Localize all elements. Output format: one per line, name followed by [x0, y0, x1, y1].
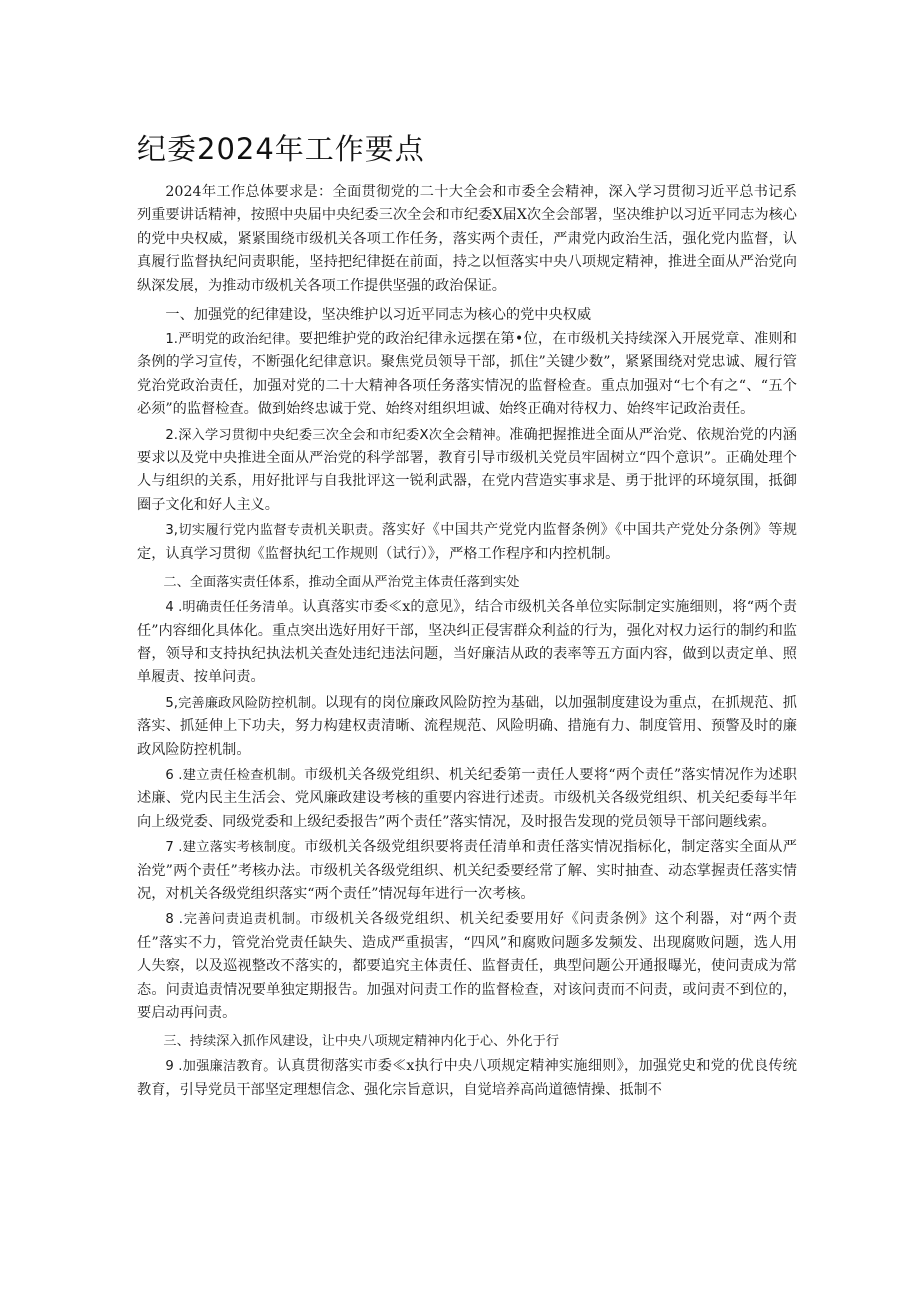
- item-text: 市级机关各级党组织要将责任清单和责任落实情况指标化，制定落实全面从严治党”两个责任”考核办法。市级机关各级党组织、机关纪委要经常了解、实时抽查、动态掌握责任落实情况，对机关各级党组织落实“两个责任”情况每年进行一次考核。: [137, 839, 797, 902]
- item-lead: 4 .明确责任任务清单。: [165, 600, 303, 616]
- item-lead: 5,完善廉政风险防控机制。: [165, 695, 325, 711]
- item-paragraph-9: [137, 1055, 797, 1102]
- item-paragraph-7: [137, 836, 797, 906]
- item-lead: 8 .完善问责追责机制。: [165, 912, 310, 928]
- item-paragraph-2: [137, 424, 797, 518]
- section-heading-1: 一、加强党的纪律建设，坚决维护以习近平同志为核心的党中央权威: [165, 307, 592, 324]
- item-text: 准确把握推进全面从严治党、依规治党的内涵要求以及党中央推进全面从严治党的科学部署，教育引导市级机关党员牢固树立“四个意识”。正确处理个人与组织的关系，用好批评与自我批评这一锐利武器，在党内营造实事求是、勇于批评的环境氛围，抵御圈子文化和好人主义。: [137, 426, 797, 513]
- document-title: 纪委2024年工作要点: [137, 132, 425, 166]
- item-text: 以现有的岗位廉政风险防控为基础，以加强制度建设为重点，在抓规范、抓落实、抓延伸上下功夫，努力构建权责清晰、流程规范、风险明确、措施有力、制度管用、预警及时的廉政风险防控机制。: [137, 694, 797, 758]
- item-lead: 7 .建立落实考核制度。: [165, 840, 305, 856]
- item-lead: 3,切实履行党内监督专责机关职责。: [165, 523, 382, 539]
- item-text: 认真落实市委≪x的意见》，结合市级机关各单位实际制定实施细则，将“两个责任”内容细化具体化。重点突出选好用好干部，坚决纠正侵害群众利益的行为，强化对权力运行的制约和监督，领导和支持执纪执法机关查处违纪违法问题，当好廉洁从政的表率等五方面内容，做到以责定单、照单履责、按单问责。: [137, 599, 797, 686]
- item-paragraph-1: [137, 328, 797, 422]
- item-lead: 9 .加强廉洁教育。: [165, 1059, 277, 1075]
- document-body: [137, 181, 797, 1102]
- item-lead: 1.严明党的政治纪律。: [165, 332, 299, 348]
- section-heading-2: 二、全面落实责任体系，推动全面从严治党主体责任落到实处: [163, 575, 520, 591]
- item-paragraph-4: [137, 596, 797, 690]
- item-text: 落实好《中国共产党党内监督条例》《中国共产党处分条例》等规定，认真学习贯彻《监督执纪工作规则（试行）》，严格工作程序和内控机制。: [137, 522, 797, 562]
- item-lead: 6 .建立责任检查机制。: [165, 767, 305, 783]
- item-text: 认真贯彻落实市委≪x执行中央八项规定精神实施细则》，加强党史和党的优良传统教育，引导党员干部坚定理想信念、强化宗旨意识，自觉培养高尚道德情操、抵制不: [137, 1058, 797, 1098]
- item-paragraph-5: [137, 692, 797, 762]
- item-paragraph-6: [137, 764, 797, 834]
- item-text: 要把维护党的政治纪律永远摆在第•位，在市级机关持续深入开展党章、准则和条例的学习宣传，不断强化纪律意识。聚焦党员领导干部，抓住”关键少数”，紧紧围绕对党忠诚、履行管党治党政治责任，加强对党的二十大精神各项任务落实情况的监督检查。重点加强对“七个有之“、“五个必须”的监督检查。做到始终忠诚于党、始终对组织坦诚、始终正确对待权力、始终牢记政治责任。: [137, 331, 797, 418]
- section-heading-3: 三、持续深入抓作风建设，让中央八项规定精神内化于心、外化于行: [163, 1034, 560, 1050]
- item-lead: 2.深入学习贯彻中央纪委三次全会和市纪委X次全会精神。: [165, 427, 510, 443]
- intro-paragraph: 2024年工作总体要求是：全面贯彻党的二十大全会和市委全会精神，深入学习贯彻习近平总书记系列重要讲话精神，按照中央届中央纪委三次全会和市纪委X届X次全会部署，坚决维护以习近平同志为核心的党中央权威，紧紧围绕市级机关各项工作任务，落实两个责任，严肃党内政治生活，强化党内监督，认真履行监督执纪问责职能，坚持把纪律挺在前面，持之以恒落实中央八项规定精神，推进全面从严治党向纵深发展，为推动市级机关各项工作提供坚强的政治保证。: [137, 184, 797, 294]
- item-paragraph-8: [137, 908, 797, 1025]
- item-text: 市级机关各级党组织、机关纪委要用好《问责条例》这个利器，对“两个责任”落实不力，管党治党责任缺失、造成严重损害，“四风”和腐败问题多发频发、出现腐败问题，选人用人失察，以及巡视整改不落实的，都要追究主体责任、监督责任，典型问题公开通报曝光，使问责成为常态。问责追责情况要单独定期报告。加强对问责工作的监督检查，对该问责而不问责，或问责不到位的，要启动再问责。: [137, 911, 797, 1021]
- item-paragraph-3: [137, 519, 797, 566]
- item-text: 市级机关各级党组织、机关纪委第一责任人要将“两个责任”落实情况作为述职述廉、党内民主生活会、党风廉政建设考核的重要内容进行述责。市级机关各级党组织、机关纪委每半年向上级党委、同级党委和上级纪委报告”两个责任”落实情况，及时报告发现的党员领导干部问题线索。: [137, 766, 797, 830]
